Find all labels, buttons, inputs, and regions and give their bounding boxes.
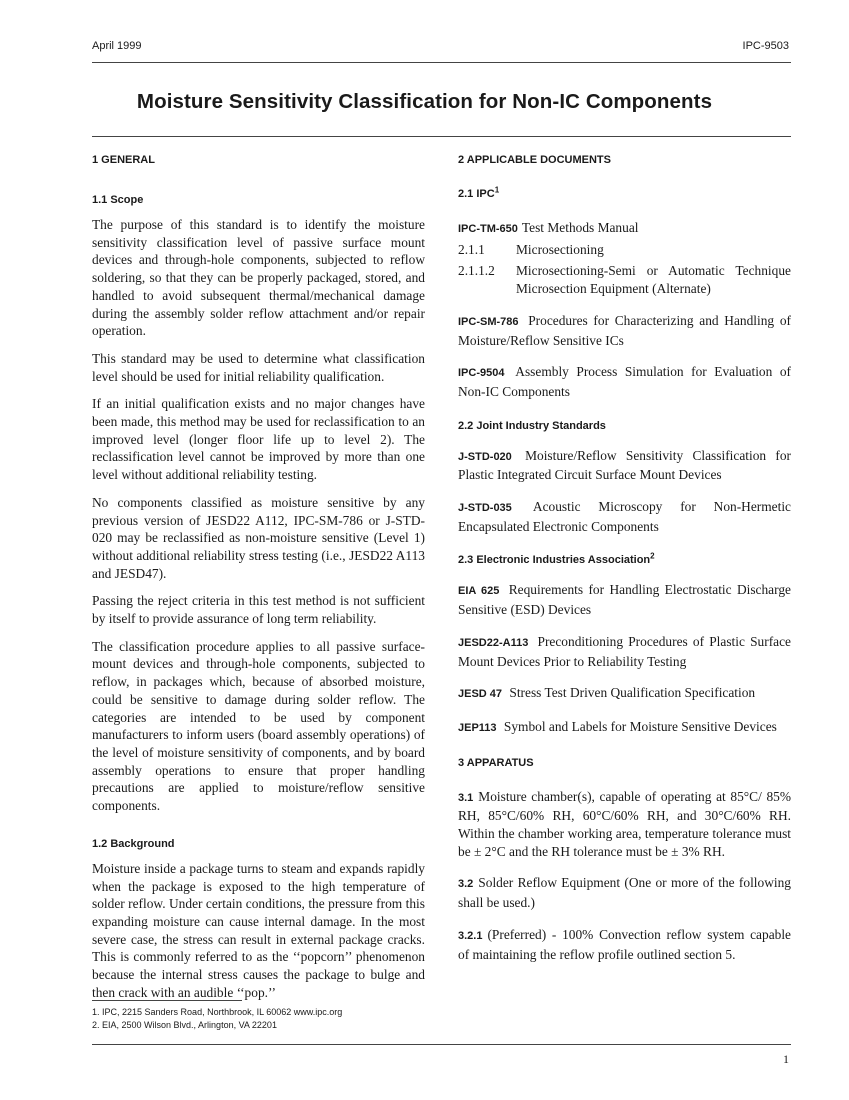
ref-code: J-STD-035: [458, 502, 512, 515]
section-2-1-heading: [458, 187, 791, 201]
apparatus-3-2: [458, 874, 791, 911]
section-3-heading: 3 APPARATUS: [458, 756, 534, 769]
header-date: April 1999: [92, 40, 142, 52]
subref-title: Microsectioning: [516, 241, 604, 257]
ref-code: JEP113: [458, 721, 497, 734]
ref-code: IPC-SM-786: [458, 315, 519, 328]
ref-title: Assembly Process Simulation for Evaluation of Non-IC Components: [458, 364, 792, 399]
footnote-2: 2. EIA, 2500 Wilson Blvd., Arlington, VA 22201: [92, 1020, 277, 1030]
page-number: 1: [783, 1052, 789, 1066]
ref-code: EIA 625: [458, 585, 500, 598]
title-rule: [92, 136, 791, 137]
scope-paragraph-1: The purpose of this standard is to identify the moisture sensitivity classification level of passive surface mount devices and through-hole components, subjected to reflow soldering, so that they can be properly packaged, stored, and handled to avoid subsequent thermal/mechanical damage during the assembly solder reflow attachment and/or repair operation.: [92, 217, 425, 339]
apparatus-3-2-1: [458, 926, 791, 963]
scope-paragraph-6: The classification procedure applies to all passive surface-mount devices and through-hole components, subjected to reflow, in packages which, because of absorbed moisture, could be sensitive to damage during solder reflow. The categories are intended to be used by component manufacturers to inform users (board assembly operations) of the level of moisture sensitivity of components, and by board assembly operations to ensure that proper handling precautions are applied to moisture/reflow sensitive components.: [92, 638, 425, 814]
subref-2-1-1: [458, 241, 791, 259]
page-title: Moisture Sensitivity Classification for Non-IC Components: [136, 90, 713, 113]
ref-title: Moisture/Reflow Sensitivity Classification for Plastic Integrated Circuit Surface Mount Devices: [458, 447, 791, 483]
subref-number: 2.1.1.2: [458, 263, 495, 279]
ref-code: JESD22-A113: [458, 636, 529, 649]
section-2-heading: 2 APPLICABLE DOCUMENTS: [458, 154, 611, 166]
scope-paragraph-4: No components classified as moisture sensitive by any previous version of JESD22 A112, IPC-SM-786 or J-STD-020 may be reclassified as non-moisture sensitive (Level 1) without additional reliability stress testing (i.e., JESD22 A113 and JESD47).: [92, 494, 425, 581]
subref-2-1-1-2: [458, 262, 791, 297]
section-2-2-heading: 2.2 Joint Industry Standards: [458, 419, 606, 432]
ref-ipc-sm-786: [458, 312, 791, 349]
left-column: [92, 153, 425, 1011]
section-1-2-heading: 1.2 Background: [92, 837, 175, 850]
ref-title: Procedures for Characterizing and Handling of Moisture/Reflow Sensitive ICs: [458, 312, 791, 348]
section-2-1-title: 2.1 IPC: [458, 188, 495, 200]
footnote-ref-1: 1: [494, 185, 500, 195]
clause-number: 3.2.1: [458, 929, 483, 942]
ref-jesd-47: [458, 684, 791, 704]
header-rule: [92, 62, 791, 63]
ref-title: Preconditioning Procedures of Plastic Surface Mount Devices Prior to Reliability Testing: [458, 633, 791, 669]
apparatus-3-1: [458, 788, 791, 861]
ref-code: J-STD-020: [458, 450, 512, 463]
section-2-3-title: 2.3 Electronic Industries Association: [458, 554, 651, 567]
ref-title: Symbol and Labels for Moisture Sensitive Devices: [503, 718, 777, 734]
footnote-ref-2: 2: [650, 551, 655, 561]
ref-ipc-9504: [458, 363, 791, 400]
right-column: [458, 153, 791, 973]
subref-number: 2.1.1: [458, 241, 485, 257]
ref-title: Acoustic Microscopy for Non-Hermetic Encapsulated Electronic Components: [458, 499, 792, 534]
scope-paragraph-2: This standard may be used to determine what classification level should be used for initial reliability qualification.: [92, 350, 425, 384]
ref-code: JESD 47: [458, 688, 503, 701]
section-2-3-heading: [458, 553, 791, 567]
section-1-1-heading: 1.1 Scope: [92, 194, 144, 206]
ref-j-std-020: [458, 447, 791, 484]
ref-code: IPC-TM-650: [458, 223, 518, 235]
footer-rule: [92, 1044, 791, 1045]
subref-title: Microsectioning-Semi or Automatic Technique Microsection Equipment (Alternate): [516, 263, 791, 297]
ref-j-std-035: [458, 498, 791, 535]
clause-text: Moisture chamber(s), capable of operating at 85°C/ 85% RH, 85°C/60% RH, 60°C/60% RH, and 30°C/60% RH. Within the chamber working area, temperature tolerance must be ± 2°C and the RH tolerance must be ± 3% RH.: [458, 788, 791, 859]
clause-text: (Preferred) - 100% Convection reflow system capable of maintaining the reflow profile outlined section 5.: [458, 926, 791, 962]
ref-title: Test Methods Manual: [521, 220, 639, 235]
ref-jesd22-a113: [458, 633, 791, 670]
footnote-rule: [92, 1000, 242, 1001]
ref-title: Requirements for Handling Electrostatic Discharge Sensitive (ESD) Devices: [458, 582, 791, 618]
clause-text: Solder Reflow Equipment (One or more of the following shall be used.): [458, 875, 791, 911]
ref-title: Stress Test Driven Qualification Specification: [509, 685, 756, 701]
clause-number: 3.1: [458, 791, 474, 804]
ref-ipc-tm-650: [458, 219, 791, 239]
background-paragraph: Moisture inside a package turns to steam and expands rapidly when the package is exposed to the high temperature of solder reflow. Under certain conditions, the pressure from this expanding moisture can cause internal damage. In the most severe case, the stress can result in external package cracks. This is commonly referred to as the ‘‘popcorn’’ phenomenon because the internal stress causes the package to bulge and then crack with an audible ‘‘pop.’’: [92, 860, 425, 1000]
scope-paragraph-3: If an initial qualification exists and no major changes have been made, this method may be used for reclassification to an improved level (longer floor life up to level 2). The reclassification level cannot be improved by more than one level without additional reliability testing.: [92, 396, 425, 483]
ref-jep113: [458, 718, 791, 738]
section-1-heading: 1 GENERAL: [92, 154, 155, 166]
clause-number: 3.2: [458, 878, 474, 891]
header-doc-id: IPC-9503: [742, 40, 789, 52]
footnote-1: 1. IPC, 2215 Sanders Road, Northbrook, IL 60062 www.ipc.org: [92, 1007, 343, 1017]
ref-eia-625: [458, 581, 791, 618]
scope-paragraph-5: Passing the reject criteria in this test method is not sufficient by itself to provide assurance of long term reliability.: [92, 593, 425, 627]
ref-code: IPC-9504: [458, 367, 505, 380]
